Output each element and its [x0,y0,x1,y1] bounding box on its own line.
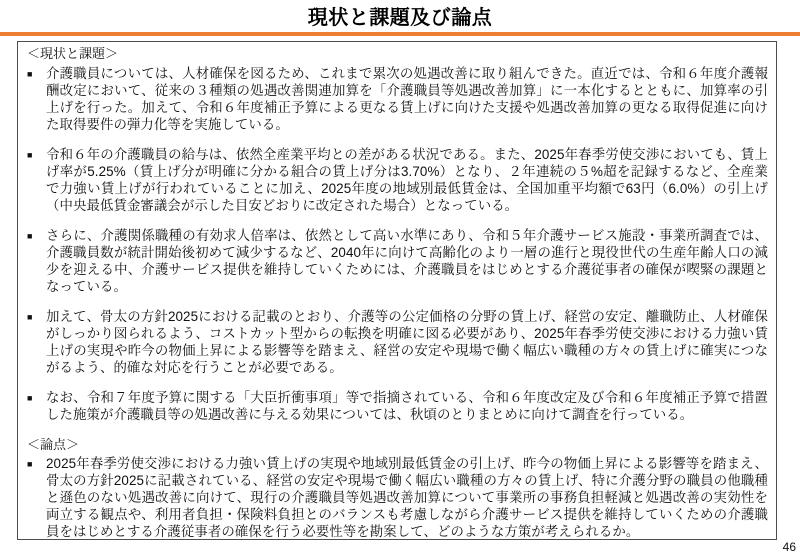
square-bullet-icon: ■ [27,231,33,241]
title-divider [0,32,800,36]
bullet-item-labor-shortage [27,227,768,295]
bullet-item-discussion-point [27,455,768,540]
bullet-text: 令和６年の介護職員の給与は、依然全産業平均との差がある状況である。また、2025年春季労使交渉においても、賃上げ率が5.25%（賃上げ分が明確に分かる組合の賃上げ分は3.70%）となり、２年連続の５%超を記録するなど、全産業で力強い賃上げが行われていることに加え、2025年度の地域別最低賃金は、全国加重平均額で63円（6.0%）の引上げ（中央最低賃金審議会が示した目安どおりに改定された場合）となっている。 [46,147,768,213]
bullet-item-wage-improvement-history [27,65,768,133]
bullet-item-salary-gap [27,146,768,214]
square-bullet-icon: ■ [27,69,33,79]
content-box [17,41,777,540]
bullet-text: なお、令和７年度予算に関する「大臣折衝事項」等で指摘されている、令和６年度改定及び令和６年度補正予算で措置した施策が介護職員等の処遇改善に与える効果については、秋頃のとりまとめに向けて調査を行っている。 [46,390,768,422]
bullet-text: 加えて、骨太の方針2025における記載のとおり、介護等の公定価格の分野の賃上げ、経営の安定、離職防止、人材確保がしっかり図られるよう、コストカット型からの転換を明確に図る必要があり、2025年春季労使交渉における力強い賃上げの実現や昨今の物価上昇による影響等を踏まえ、経営の安定や現場で働く幅広い職種の方々の賃上げに確実につながるよう、的確な対応を行うことが必要である。 [46,309,768,375]
page-number: 46 [782,540,796,554]
section-label-discussion-points: ＜論点＞ [27,437,80,452]
section-label-current-issues: ＜現状と課題＞ [27,46,119,61]
bullet-text: 2025年春季労使交渉における力強い賃上げの実現や地域別最低賃金の引上げ、昨今の物価上昇による影響等を踏まえ、骨太の方針2025に記載されている、経営の安定や現場で働く幅広い職種の方々の賃上げ、特に介護分野の職員の他職種と遜色のない処遇改善に向けて、現行の介護職員等処遇改善加算について事業所の事務負担軽減と処遇改善の実効性を両立する観点や、利用者負担・保険料負担とのバランスも考慮しながら介護サービス提供を維持していくための介護職員をはじめとする介護従事者の確保を行う必要性等を勘案して、どのような方策が考えられるか。 [46,456,768,539]
square-bullet-icon: ■ [27,459,33,469]
bullet-item-survey-note [27,389,768,423]
bullet-text: さらに、介護関係職種の有効求人倍率は、依然として高い水準にあり、令和５年介護サービス施設・事業所調査では、介護職員数が統計開始後初めて減少するなど、2040年に向けて高齢化のより一層の進行と現役世代の生産年齢人口の減少を迎える中、介護サービス提供を維持していくためには、介護職員をはじめとする介護従事者の確保が喫緊の課題となっている。 [46,228,768,294]
bullet-item-policy-direction [27,308,768,376]
bullet-text: 介護職員については、人材確保を図るため、これまで累次の処遇改善に取り組んできた。直近では、令和６年度介護報酬改定において、従来の３種類の処遇改善関連加算を「介護職員等処遇改善加算」に一本化するとともに、加算率の引上げを行った。加えて、令和６年度補正予算による更なる賃上げに向けた支援や処遇改善加算の更なる取得促進に向けた取得要件の弾力化等を実施している。 [46,66,768,132]
square-bullet-icon: ■ [27,150,33,160]
page-title: 現状と課題及び論点 [307,7,493,29]
square-bullet-icon: ■ [27,312,33,322]
square-bullet-icon: ■ [27,393,33,403]
